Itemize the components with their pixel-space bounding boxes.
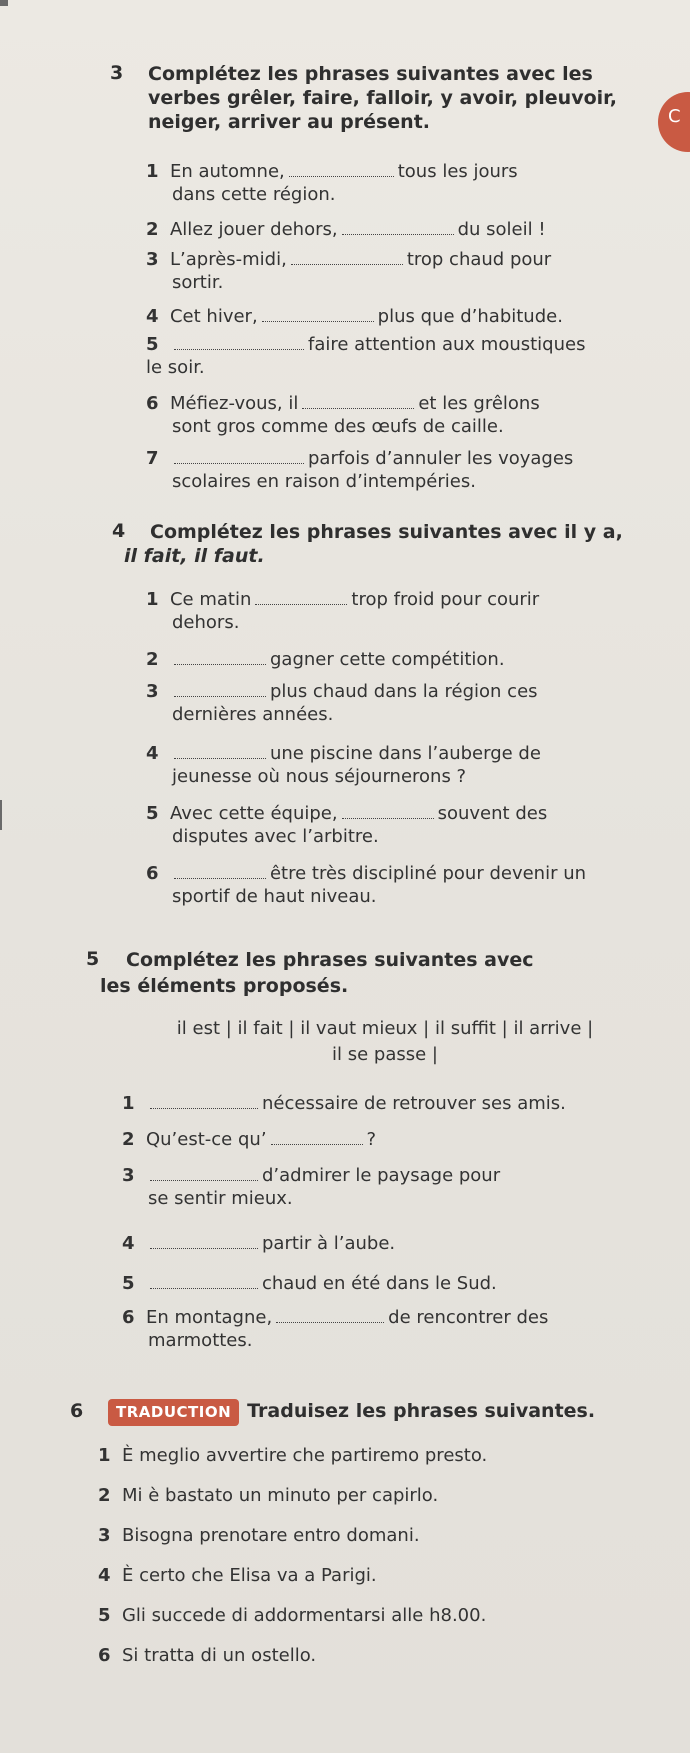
item-number: 2 [122,1129,135,1150]
exercise-number: 4 [112,520,126,542]
item-text: Si tratta di un ostello. [121,1645,317,1666]
item-text: jeunesse où nous séjournerons ? [172,766,467,787]
exercise-item [146,392,646,438]
answer-blank[interactable] [150,1247,258,1249]
item-text: ? [366,1129,377,1150]
item-text: d’admirer le paysage pour [261,1165,501,1186]
item-number: 5 [146,334,159,355]
title-line: Traduisez les phrases suivantes. [247,1400,596,1422]
title-line: verbes grêler, faire, falloir, y avoir, pleuvoir, [148,87,617,109]
answer-blank[interactable] [174,695,266,697]
item-text: plus chaud dans la région ces [269,681,538,702]
item-text: marmottes. [148,1330,253,1351]
item-text: Bisogna prenotare entro domani. [121,1525,420,1546]
title-line: neiger, arriver au présent. [148,111,430,133]
item-number: 6 [98,1645,111,1666]
item-text: Méfiez-vous, il [169,393,299,414]
item-text: È meglio avvertire che partiremo presto. [121,1445,488,1466]
item-number: 3 [146,249,159,270]
exercise-item [146,160,626,206]
item-number: 2 [146,649,159,670]
item-number: 3 [122,1165,135,1186]
item-text: È certo che Elisa va a Parigi. [121,1565,377,1586]
exercise-item [98,1644,658,1667]
title-line: Complétez les phrases suivantes avec les [148,63,593,85]
item-text: chaud en été dans le Sud. [261,1273,497,1294]
title-line: Complétez les phrases suivantes avec [126,949,534,971]
exercise-title [100,974,620,998]
item-text: faire attention aux moustiques [307,334,586,355]
exercise-item [146,218,646,241]
answer-blank[interactable] [255,603,347,605]
answer-blank[interactable] [342,233,454,235]
item-text: sont gros comme des œufs de caille. [172,416,504,437]
exercise-title [148,62,668,134]
item-number: 1 [146,161,159,182]
item-text: trop chaud pour [406,249,552,270]
exercise-title [150,520,670,544]
item-number: 1 [146,589,159,610]
exercise-item [146,447,646,493]
item-text: gagner cette compétition. [269,649,505,670]
edge-mark [0,800,2,830]
item-number: 6 [146,393,159,414]
exercise-item [122,1164,662,1210]
exercise-item [98,1444,658,1467]
answer-blank[interactable] [276,1321,384,1323]
translation-badge: TRADUCTION [108,1399,239,1426]
item-text: trop froid pour courir [351,589,540,610]
item-text: dans cette région. [172,184,336,205]
exercise-item [98,1604,658,1627]
exercise-item [146,588,666,634]
exercise-item [146,742,666,788]
exercise-item [146,648,666,671]
item-text: Cet hiver, [169,306,258,327]
item-text: Qu’est-ce qu’ [145,1129,267,1150]
answer-blank[interactable] [174,877,266,879]
item-text: et les grêlons [418,393,540,414]
answer-blank[interactable] [150,1179,258,1181]
item-number: 4 [146,306,159,327]
answer-blank[interactable] [174,348,304,350]
answer-blank[interactable] [271,1143,363,1145]
exercise-number: 5 [86,948,100,970]
item-number: 4 [98,1565,111,1586]
item-number: 2 [146,219,159,240]
item-text: souvent des [437,803,548,824]
item-text: plus que d’habitude. [377,306,563,327]
item-number: 6 [146,863,159,884]
item-number: 5 [98,1605,111,1626]
answer-blank[interactable] [302,407,414,409]
item-number: 2 [98,1485,111,1506]
chapter-tab-letter: C [668,106,681,127]
item-text: L’après-midi, [169,249,287,270]
answer-blank[interactable] [262,320,374,322]
title-line: les éléments proposés. [100,975,349,997]
corner-mark [0,0,8,6]
item-text: de rencontrer des [388,1307,549,1328]
item-text: En automne, [169,161,285,182]
item-text: En montagne, [145,1307,273,1328]
item-text: Gli succede di addormentarsi alle h8.00. [121,1605,487,1626]
item-text: dernières années. [172,704,334,725]
item-number: 6 [122,1307,135,1328]
item-number: 4 [146,743,159,764]
word-bank-line: il se passe | [332,1044,438,1065]
exercise-item [146,305,646,328]
item-text: se sentir mieux. [148,1188,293,1209]
item-text: Ce matin [169,589,252,610]
exercise-item [146,862,676,908]
word-bank-line: il est | il fait | il vaut mieux | il suffit | il arrive | [176,1018,594,1039]
exercise-item [122,1232,662,1255]
answer-blank[interactable] [291,263,403,265]
exercise-item [98,1524,658,1547]
exercise-item [146,680,666,726]
word-bank [120,1016,650,1068]
item-text: être très discipliné pour devenir un [269,863,587,884]
item-text: sortir. [172,272,224,293]
title-line: il fait, il faut. [124,545,265,567]
item-text: scolaires en raison d’intempéries. [172,471,476,492]
exercise-item [146,248,646,294]
item-number: 5 [146,803,159,824]
item-text: du soleil ! [457,219,546,240]
exercise-item [122,1306,662,1352]
item-text: une piscine dans l’auberge de [269,743,541,764]
exercise-item [122,1272,662,1295]
exercise-number: 6 [70,1400,84,1422]
item-number: 4 [122,1233,135,1254]
item-text: parfois d’annuler les voyages [307,448,574,469]
item-number: 7 [146,448,159,469]
item-text: partir à l’aube. [261,1233,396,1254]
item-number: 3 [98,1525,111,1546]
item-text: disputes avec l’arbitre. [172,826,379,847]
exercise-item [98,1484,658,1507]
exercise-item [122,1092,662,1115]
exercise-title [126,948,646,972]
title-line: Complétez les phrases suivantes avec il y a, [150,521,623,543]
item-text: Avec cette équipe, [169,803,338,824]
answer-blank[interactable] [342,817,434,819]
answer-blank[interactable] [174,462,304,464]
item-number: 1 [122,1093,135,1114]
answer-blank[interactable] [174,757,266,759]
item-text: Mi è bastato un minuto per capirlo. [121,1485,439,1506]
answer-blank[interactable] [150,1287,258,1289]
exercise-title [108,1399,688,1426]
item-text: dehors. [172,612,240,633]
exercise-item [122,1128,662,1151]
item-number: 1 [98,1445,111,1466]
exercise-number: 3 [110,62,124,84]
answer-blank[interactable] [150,1107,258,1109]
item-text: sportif de haut niveau. [172,886,377,907]
item-text: le soir. [146,357,205,378]
exercise-item [98,1564,658,1587]
exercise-item [146,333,646,379]
answer-blank[interactable] [174,663,266,665]
item-text: tous les jours [397,161,518,182]
item-number: 3 [146,681,159,702]
exercise-item [146,802,666,848]
answer-blank[interactable] [289,175,394,177]
item-number: 5 [122,1273,135,1294]
item-text: nécessaire de retrouver ses amis. [261,1093,566,1114]
exercise-title [124,544,644,568]
item-text: Allez jouer dehors, [169,219,338,240]
